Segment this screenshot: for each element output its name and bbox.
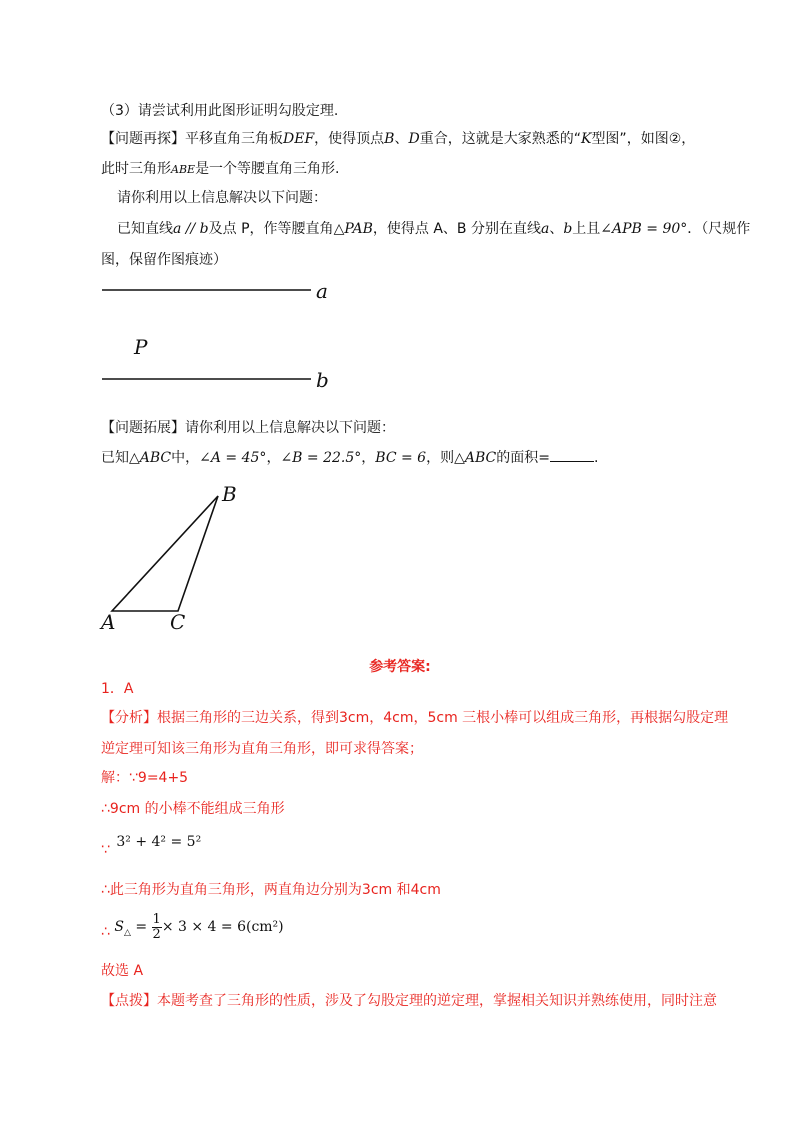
- text-span: ，: [361, 450, 376, 466]
- text-span: ，使得点 A、B 分别在直线: [372, 221, 541, 237]
- text-span: .: [593, 450, 599, 466]
- math-area-rhs: × 3 × 4 = 6(cm²): [161, 919, 284, 935]
- text-span: 已知直线: [117, 221, 173, 237]
- text-span: 平移直角三角板: [185, 131, 283, 147]
- triangle-abc: [112, 496, 218, 611]
- solve-line: 解：∵9=4+5: [101, 770, 189, 786]
- answer-heading: 参考答案:: [369, 659, 431, 675]
- analysis-line1: [101, 708, 728, 728]
- answer-blank: [550, 449, 594, 462]
- text-span: 、: [549, 221, 564, 237]
- pythagoras-line: [101, 832, 202, 858]
- therefore-symbol: ∴: [101, 924, 110, 940]
- text-span: 、: [394, 131, 409, 147]
- answer-item-1: 1．A: [101, 681, 134, 697]
- area-line: [101, 912, 284, 948]
- math-abe: ABE: [171, 163, 196, 176]
- math-point-b: B: [384, 131, 395, 147]
- math-area-s: S: [114, 919, 124, 935]
- analysis-line2: 逆定理可知该三角形为直角三角形，即可求得答案；: [101, 741, 423, 757]
- therefore-line-1: ∴9cm 的小棒不能组成三角形: [101, 801, 285, 817]
- math-tri-abc-2: △ABC: [454, 450, 497, 466]
- choose-line: 故选 A: [101, 963, 144, 979]
- use-info-line: 请你利用以上信息解决以下问题：: [117, 190, 327, 206]
- text-span: ，: [266, 450, 281, 466]
- fraction-numerator: 1: [152, 911, 161, 927]
- math-line-a: a: [540, 221, 550, 237]
- text-span: ，使得顶点: [314, 131, 385, 147]
- because-symbol: ∵: [101, 842, 110, 858]
- triangle-label-c: C: [170, 610, 186, 634]
- math-tri-abc: △ABC: [129, 450, 172, 466]
- extension-tag: 【问题拓展】: [101, 420, 185, 436]
- math-line-b: b: [563, 221, 573, 237]
- math-angle-apb: ∠APB = 90°: [600, 221, 688, 237]
- extension-line: [101, 418, 395, 438]
- math-point-d: D: [408, 131, 420, 147]
- text-span: 根据三角形的三边关系，得到3cm，4cm，5cm 三根小棒可以组成三角形，再根据勾股定理: [157, 710, 729, 726]
- line-b-label: b: [316, 368, 329, 392]
- text-span: ．（尺规作: [687, 221, 751, 237]
- tip-tag: 【点拨】: [101, 993, 157, 1009]
- triangle-label-a: A: [101, 610, 116, 634]
- therefore-line-2: ∴此三角形为直角三角形，两直角边分别为3cm 和4cm: [101, 882, 441, 898]
- point-p-label: P: [134, 335, 148, 359]
- text-span: 及点 P，作等腰直角: [208, 221, 334, 237]
- math-def: DEF: [283, 131, 315, 147]
- math-a-parallel-b: a // b: [173, 221, 209, 237]
- text-span: 此时三角形: [101, 161, 171, 177]
- math-pythagoras-eq: 3² + 4² = 5²: [116, 834, 202, 850]
- math-fraction: [152, 913, 162, 942]
- text-span: 型图”，如图②，: [591, 131, 696, 147]
- math-area-eq: =: [130, 919, 152, 935]
- text-span: 重合，这就是大家熟悉的“: [419, 131, 581, 147]
- explore-tag: 【问题再探】: [101, 131, 185, 147]
- analysis-tag: 【分析】: [101, 710, 157, 726]
- math-tri-pab: △PAB: [333, 221, 373, 237]
- text-span: 上且: [572, 221, 601, 237]
- tip-line: [101, 991, 717, 1011]
- known-line2: 图，保留作图痕迹）: [101, 252, 227, 268]
- question-3: （3）请尝试利用此图形证明勾股定理.: [101, 103, 339, 119]
- text-span: 本题考查了三角形的性质，涉及了勾股定理的逆定理，掌握相关知识并熟练使用，同时注意: [157, 993, 717, 1009]
- math-angle-b: ∠B = 22.5°: [280, 450, 362, 466]
- math-bc: BC = 6: [375, 450, 427, 466]
- text-span: ，则: [426, 450, 455, 466]
- math-k: K: [580, 131, 592, 147]
- text-span: 请你利用以上信息解决以下问题：: [185, 420, 395, 436]
- math-area-sub: △: [123, 927, 131, 938]
- math-angle-a: ∠A = 45°: [199, 450, 267, 466]
- fraction-denominator: 2: [152, 926, 161, 942]
- text-span: 中，: [171, 450, 200, 466]
- text-span: 是一个等腰直角三角形.: [195, 161, 340, 177]
- given-line: [101, 448, 598, 468]
- text-span: 已知: [101, 450, 129, 466]
- text-span: 的面积=: [496, 450, 550, 466]
- line-a-label: a: [316, 279, 328, 303]
- triangle-label-b: B: [222, 482, 237, 506]
